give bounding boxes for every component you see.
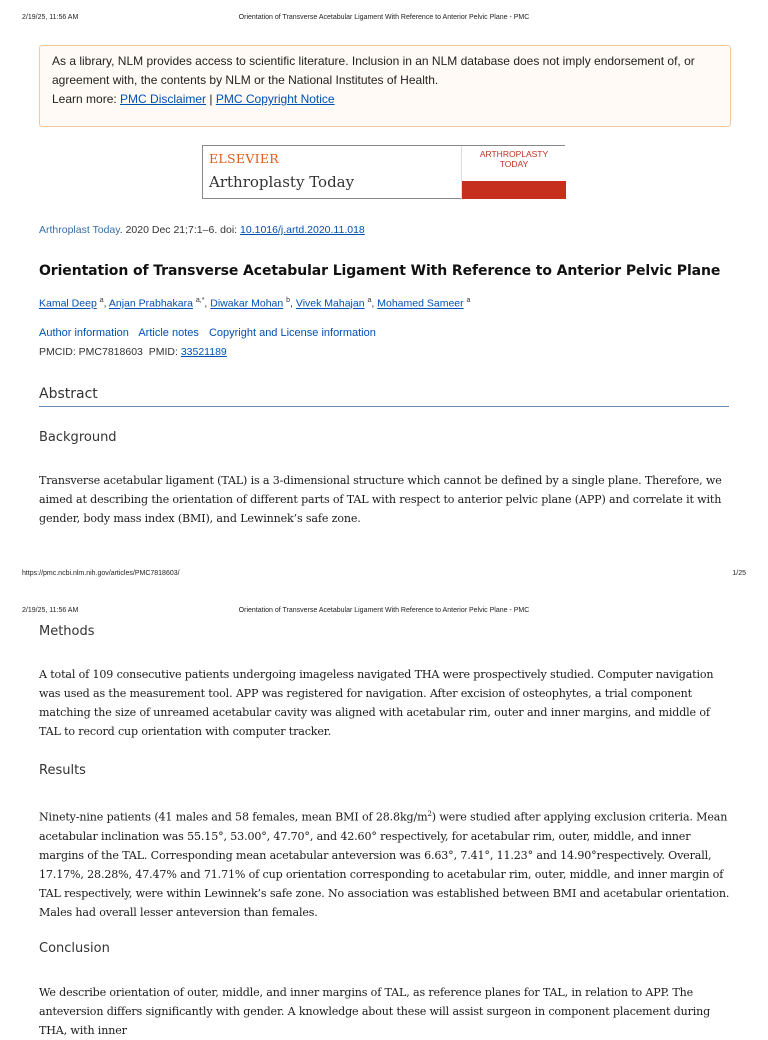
background-heading: Background: [39, 430, 117, 445]
author-link[interactable]: Kamal Deep: [39, 297, 97, 310]
author-affiliation: b: [286, 297, 291, 304]
doi-link[interactable]: 10.1016/j.artd.2020.11.018: [240, 224, 365, 236]
journal-banner[interactable]: [202, 145, 565, 199]
print-datetime: 2/19/25, 11:56 AM: [22, 607, 79, 614]
author-link[interactable]: Vivek Mahajan: [295, 297, 365, 310]
cover-band: [462, 181, 566, 199]
citation-line: [39, 224, 365, 236]
print-url: https://pmc.ncbi.nlm.nih.gov/articles/PMC7818603/: [22, 570, 180, 577]
article-identifiers: [39, 346, 227, 358]
citation-details: . 2020 Dec 21;7:1–6. doi:: [119, 224, 241, 236]
results-heading: Results: [39, 763, 86, 778]
article-notes-toggle[interactable]: Article notes: [138, 327, 199, 339]
article-info-links: [39, 327, 383, 339]
publisher-logo-text: ELSEVIER: [209, 151, 280, 166]
author-list: Kamal Deep $^a$, Anjan Prabhakara $^{a,*}$, Diwakar Mohan $^b$, Vivek Mahajan $^a$, Mohamed Sameer $^a$: [39, 297, 471, 310]
print-datetime: 2/19/25, 11:56 AM: [22, 14, 79, 21]
conclusion-text: We describe orientation of outer, middle, and inner margins of TAL, as reference planes for TAL, in relation to APP. The anteversion differs significantly with gender. A knowledge about these will assist surgeon in component placement during THA, with inner: [39, 986, 711, 1037]
author-link[interactable]: Anjan Prabhakara: [108, 297, 193, 310]
pmid-link[interactable]: 33521189: [180, 346, 227, 358]
author-link[interactable]: Mohamed Sameer: [377, 297, 464, 310]
background-text: Transverse acetabular ligament (TAL) is a 3-dimensional structure which cannot be defined by a single plane. Therefore, we aimed at describing the orientation of different parts of TAL with respect to anterior pelvic plane (APP) and correlate it with gender, body mass index (BMI), and Lewinnek’s safe zone.: [39, 474, 722, 525]
results-text: Ninety-nine patients (41 males and 58 females, mean BMI of $28.8kg/m^2$) were studied after applying exclusion criteria. Mean acetabular inclination was 55.15°, 53.00°, 47.70°, and 42.60° respectively, for acetabular rim, outer, middle, and inner margins of the TAL. Corresponding mean acetabular anteversion was 6.63°, 7.41°, 11.23° and 14.90°respectively. Overall, 17.17%, 28.28%, 47.47% and 71.71% of cup orientation corresponding to acetabular rim, outer, middle, and inner margin of TAL respectively, were within Lewinnek’s safe zone. No association was established between BMI and acetabular orientation. Males had overall lesser anteversion than females.: [39, 810, 730, 919]
conclusion-heading: Conclusion: [39, 941, 110, 956]
author-affiliation: a: [367, 297, 372, 304]
pmc-copyright-link[interactable]: PMC Copyright Notice: [215, 92, 335, 106]
journal-link[interactable]: Arthroplast Today: [39, 224, 120, 236]
author-affiliation: a: [99, 297, 104, 304]
copyright-license-toggle[interactable]: Copyright and License information: [208, 327, 376, 339]
author-affiliation: a,*: [195, 297, 205, 304]
link-separator: |: [209, 92, 213, 106]
learn-more-label: Learn more:: [52, 92, 117, 106]
print-doc-title: Orientation of Transverse Acetabular Ligament With Reference to Anterior Pelvic Plane - PMC: [238, 14, 530, 21]
pmcid: PMCID: PMC7818603: [39, 346, 143, 358]
cover-title: ARTHROPLASTY TODAY: [479, 149, 549, 169]
notice-line-2: agreement with, the contents by NLM or the National Institutes of Health.: [52, 73, 439, 87]
notice-learn-more: [52, 90, 718, 109]
journal-cover-thumbnail: [461, 146, 566, 199]
article-title: Orientation of Transverse Acetabular Ligament With Reference to Anterior Pelvic Plane: [39, 263, 721, 279]
author-link[interactable]: Diwakar Mohan: [210, 297, 284, 310]
notice-line-1: As a library, NLM provides access to scientific literature. Inclusion in an NLM database does not imply endorsement of, or: [52, 54, 695, 68]
methods-text: A total of 109 consecutive patients undergoing imageless navigated THA were prospectively studied. Computer navigation was used as the measurement tool. APP was registered for navigation. After excision of osteophytes, a trial component matching the size of unreamed acetabular cavity was aligned with acetabular rim, outer and inner margins, and middle of TAL to record cup orientation with computer tracker.: [39, 668, 714, 738]
nlm-disclaimer-notice: [39, 45, 731, 127]
abstract-heading: Abstract: [39, 386, 729, 407]
author-affiliation: a: [466, 297, 471, 304]
pmid-label: PMID:: [148, 346, 178, 358]
print-doc-title: Orientation of Transverse Acetabular Ligament With Reference to Anterior Pelvic Plane - PMC: [238, 607, 530, 614]
author-information-toggle[interactable]: Author information: [39, 327, 129, 339]
methods-heading: Methods: [39, 624, 95, 639]
journal-name: Arthroplasty Today: [209, 173, 355, 191]
pmc-disclaimer-link[interactable]: PMC Disclaimer: [120, 92, 207, 106]
print-page-number: 1/25: [732, 570, 746, 577]
